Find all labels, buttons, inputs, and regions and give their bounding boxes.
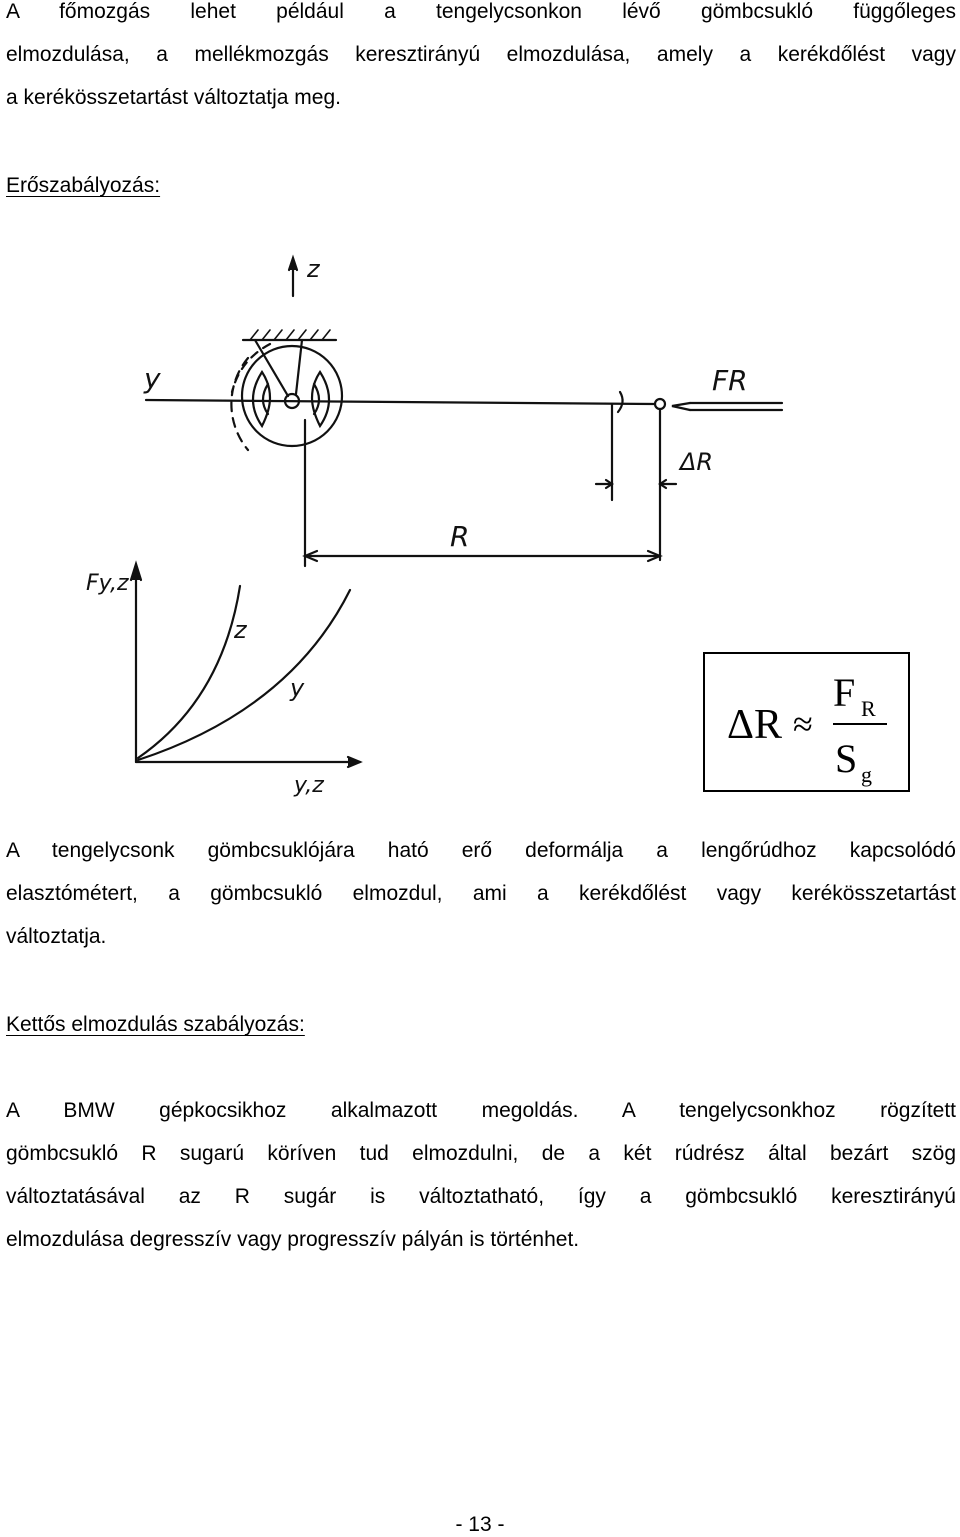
radius-label: R <box>450 520 470 553</box>
graph-y-axis-label: Fy,z <box>86 571 129 596</box>
page-number: - 13 - <box>455 1513 505 1536</box>
delta-r-label: ΔR <box>680 448 714 476</box>
formula-denominator: S <box>835 736 858 781</box>
para2-line-3: változtatásával az R sugár is változtatható, így a gömbcsukló keresztirányú <box>6 1185 956 1208</box>
para2-line-1: A BMW gépkocsikhoz alkalmazott megoldás. A tengelycsonkhoz rögzített <box>6 1099 956 1122</box>
z-axis-label: z <box>307 255 320 283</box>
paragraph-bmw <box>6 1089 956 1261</box>
graph-x-axis-label: y,z <box>294 773 324 798</box>
formula-lhs: ΔR <box>727 702 783 748</box>
para2-line-4: elmozdulása degresszív vagy progresszív pályán is történhet. <box>6 1228 580 1251</box>
intro-paragraph <box>6 0 956 119</box>
curve-z-label: z <box>234 616 247 644</box>
formula-denominator-sub: g <box>861 762 872 787</box>
intro-line-2: elmozdulása, a mellékmozgás keresztirányú elmozdulása, amely a kerékdőlést vagy <box>6 43 956 66</box>
intro-line-3: a kerékösszetartást változtatja meg. <box>6 86 341 109</box>
force-label: FR <box>712 364 748 397</box>
section-heading-force-control: Erőszabályozás: <box>6 174 161 197</box>
y-axis-label: y <box>144 362 161 395</box>
curve-y-label: y <box>290 674 305 702</box>
para2-line-2: gömbcsukló R sugarú köríven tud elmozdulni, de a két rúdrész által bezárt szög <box>6 1142 956 1165</box>
formula-box <box>703 652 910 792</box>
formula-numerator: F <box>833 670 856 715</box>
para1-line-3: változtatja. <box>6 925 107 948</box>
paragraph-force-control <box>6 829 956 958</box>
formula-approx: ≈ <box>793 704 813 744</box>
section-heading-double-displacement: Kettős elmozdulás szabályozás: <box>6 1013 305 1036</box>
para1-line-1: A tengelycsonk gömbcsuklójára ható erő deformálja a lengőrúdhoz kapcsolódó <box>6 839 956 862</box>
formula <box>705 654 908 790</box>
para1-line-2: elasztómétert, a gömbcsukló elmozdul, ami a kerékdőlést vagy kerékösszetartást <box>6 882 956 905</box>
formula-numerator-sub: R <box>861 696 876 721</box>
intro-line-1: A főmozgás lehet például a tengelycsonkon lévő gömbcsukló függőleges <box>6 0 956 23</box>
